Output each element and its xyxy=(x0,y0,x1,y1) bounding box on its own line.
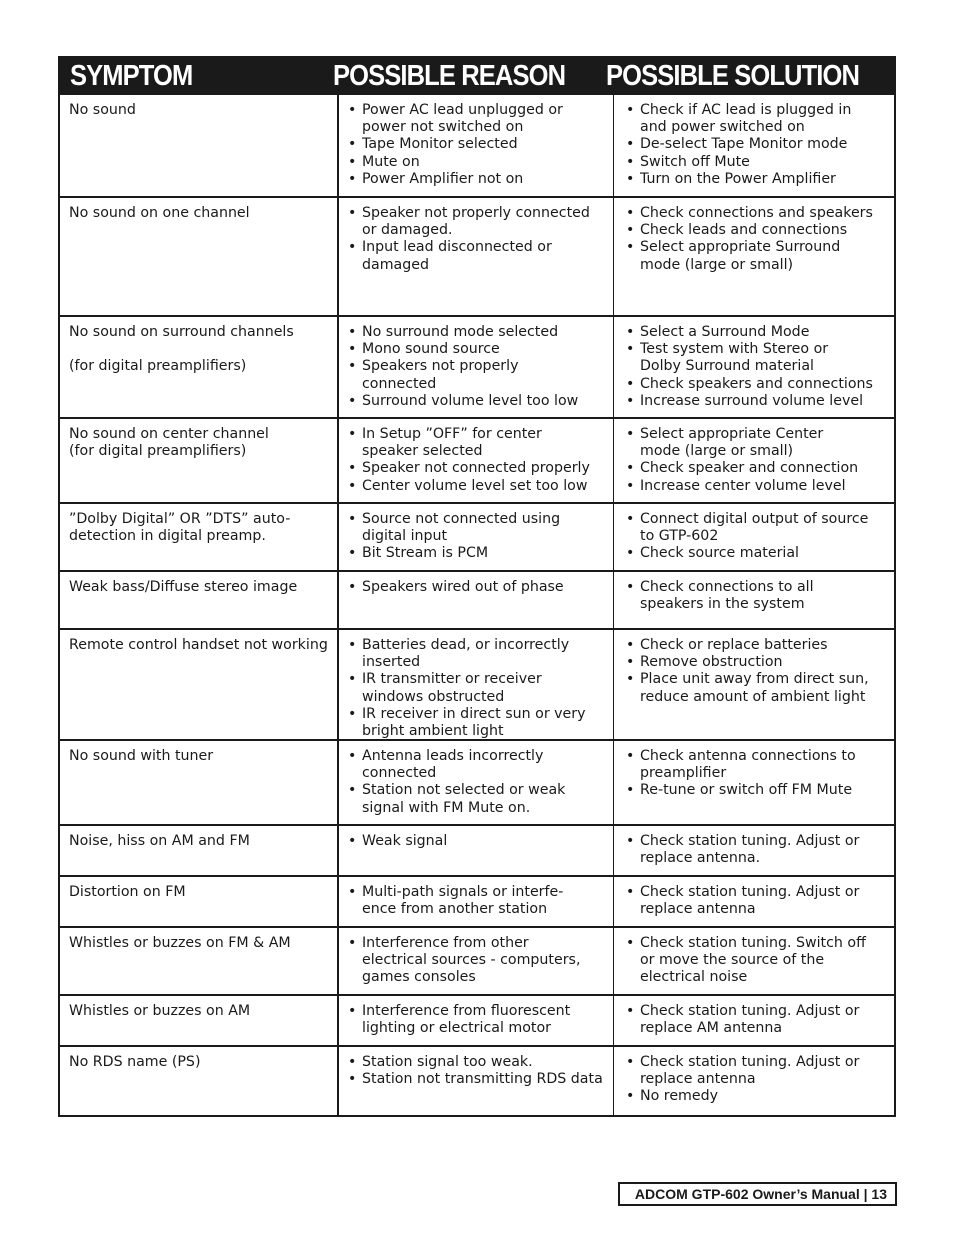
symptom-cell xyxy=(60,419,339,502)
reason-text: • Input lead disconnected or xyxy=(362,239,552,256)
reason-cell xyxy=(339,95,614,196)
reason-text: • No surround mode selected xyxy=(362,324,559,340)
solution-text: • Increase center volume level xyxy=(640,477,846,494)
solution-item xyxy=(626,833,888,867)
solution-text: or move the source of the xyxy=(640,952,825,969)
symptom-text: No sound on one channel xyxy=(69,205,250,221)
solution-item xyxy=(626,748,888,782)
reason-text: • Center volume level set too low xyxy=(362,477,588,494)
symptom-text: ”Dolby Digital” OR ”DTS” auto- xyxy=(69,511,291,527)
reason-text: connected xyxy=(362,765,437,782)
solution-item xyxy=(626,935,888,987)
symptom-text: No sound on center channel xyxy=(69,426,269,442)
table-row xyxy=(60,875,894,926)
solution-item xyxy=(626,1003,888,1037)
solution-item xyxy=(626,341,888,375)
solution-text: • Select a Surround Mode xyxy=(640,324,810,340)
solution-text: • Connect digital output of source xyxy=(640,511,869,527)
symptom-cell xyxy=(60,504,339,570)
solution-text: • Select appropriate Surround xyxy=(640,239,841,256)
solution-item xyxy=(626,1054,888,1088)
symptom-text: Noise, hiss on AM and FM xyxy=(69,833,250,849)
symptom-cell xyxy=(60,741,339,824)
symptom-cell xyxy=(60,317,339,417)
reason-text: lighting or electrical motor xyxy=(362,1020,551,1037)
solution-text: • Check station tuning. Adjust or xyxy=(640,884,860,900)
solution-item xyxy=(626,782,888,799)
table-row xyxy=(60,824,894,875)
reason-text: • Interference from other xyxy=(362,935,529,951)
solution-item xyxy=(626,136,888,153)
symptom-text: detection in digital preamp. xyxy=(69,528,266,545)
reason-cell xyxy=(339,630,614,739)
table-row xyxy=(60,417,894,502)
footer-text: ADCOM GTP-602 Owner’s Manual | 13 xyxy=(634,1186,887,1202)
reason-item xyxy=(348,935,607,987)
solution-text: reduce amount of ambient light xyxy=(640,688,866,705)
solution-item xyxy=(626,511,888,545)
solution-item xyxy=(626,460,888,477)
header-cell-reason xyxy=(325,58,597,95)
reason-text: games consoles xyxy=(362,969,476,986)
solution-item xyxy=(626,545,888,562)
reason-text: • Surround volume level too low xyxy=(362,392,579,409)
reason-text: connected xyxy=(362,375,437,392)
reason-text: • Antenna leads incorrectly xyxy=(362,748,544,764)
reason-item xyxy=(348,1054,607,1071)
table-row xyxy=(60,1045,894,1115)
reason-item xyxy=(348,579,607,596)
solution-text: replace antenna. xyxy=(640,850,761,867)
symptom-text: Whistles or buzzes on FM & AM xyxy=(69,935,291,951)
table-row xyxy=(60,502,894,570)
symptom-cell xyxy=(60,928,339,994)
solution-cell xyxy=(614,504,894,570)
header-symptom: SYMPTOM xyxy=(70,60,193,92)
symptom-text: No sound xyxy=(69,102,136,118)
reason-text: • IR receiver in direct sun or very xyxy=(362,705,586,722)
symptom-cell xyxy=(60,996,339,1045)
solution-item xyxy=(626,171,888,188)
solution-text: • Check leads and connections xyxy=(640,222,848,239)
reason-text: • Source not connected using xyxy=(362,511,561,527)
table-header xyxy=(60,58,894,95)
reason-item xyxy=(348,884,607,918)
solution-text: • Check station tuning. Adjust or xyxy=(640,1054,860,1070)
reason-text: windows obstructed xyxy=(362,688,505,705)
reason-text: • Station not selected or weak xyxy=(362,782,566,799)
reason-cell xyxy=(339,198,614,315)
reason-text: • Tape Monitor selected xyxy=(362,136,518,153)
reason-item xyxy=(348,671,607,705)
solution-text: • Check speakers and connections xyxy=(640,375,873,392)
solution-text: • Check source material xyxy=(640,545,799,562)
solution-cell xyxy=(614,419,894,502)
solution-text: Dolby Surround material xyxy=(640,358,814,375)
solution-text: • No remedy xyxy=(640,1088,719,1105)
reason-item xyxy=(348,426,607,460)
reason-text: • Station signal too weak. xyxy=(362,1054,533,1070)
solution-cell xyxy=(614,928,894,994)
solution-cell xyxy=(614,741,894,824)
reason-text: • Speaker not connected properly xyxy=(362,460,590,477)
reason-text: damaged xyxy=(362,256,429,273)
reason-cell xyxy=(339,504,614,570)
reason-cell xyxy=(339,419,614,502)
table-row xyxy=(60,570,894,628)
table-row xyxy=(60,994,894,1045)
symptom-text: Weak bass/Diffuse stereo image xyxy=(69,579,298,595)
reason-item xyxy=(348,637,607,671)
reason-text: bright ambient light xyxy=(362,723,504,740)
reason-item xyxy=(348,511,607,545)
solution-item xyxy=(626,239,888,273)
reason-text: • Bit Stream is PCM xyxy=(362,545,489,562)
solution-cell xyxy=(614,95,894,196)
solution-text: replace antenna xyxy=(640,901,756,918)
solution-item xyxy=(626,579,888,613)
reason-item xyxy=(348,136,607,153)
reason-cell xyxy=(339,996,614,1045)
solution-cell xyxy=(614,630,894,739)
solution-text: replace antenna xyxy=(640,1071,756,1088)
reason-item xyxy=(348,324,607,341)
reason-text: • Power Amplifier not on xyxy=(362,170,524,187)
reason-text: • Speaker not properly connected xyxy=(362,205,590,221)
table-body xyxy=(60,95,894,1115)
solution-text: preamplifier xyxy=(640,765,727,782)
solution-cell xyxy=(614,572,894,628)
solution-text: mode (large or small) xyxy=(640,443,794,460)
solution-text: • Remove obstruction xyxy=(640,654,783,671)
reason-text: electrical sources - computers, xyxy=(362,952,581,969)
table-row xyxy=(60,739,894,824)
solution-text: • Check connections to all xyxy=(640,579,814,595)
reason-text: power not switched on xyxy=(362,119,524,136)
reason-text: • Mute on xyxy=(362,153,420,170)
reason-text: digital input xyxy=(362,528,448,545)
reason-item xyxy=(348,478,607,495)
solution-item xyxy=(626,1088,888,1105)
reason-cell xyxy=(339,826,614,875)
reason-text: • IR transmitter or receiver xyxy=(362,671,542,688)
solution-item xyxy=(626,102,888,136)
solution-item xyxy=(626,222,888,239)
table-row xyxy=(60,95,894,196)
solution-text: • Test system with Stereo or xyxy=(640,341,829,358)
solution-cell xyxy=(614,198,894,315)
solution-item xyxy=(626,654,888,671)
reason-text: or damaged. xyxy=(362,222,453,239)
reason-item xyxy=(348,239,607,273)
solution-text: • Check station tuning. Switch off xyxy=(640,935,866,951)
reason-item xyxy=(348,1071,607,1088)
solution-text: • Check speaker and connection xyxy=(640,460,859,477)
page-footer xyxy=(618,1182,897,1206)
solution-text: • Place unit away from direct sun, xyxy=(640,671,869,688)
reason-item xyxy=(348,748,607,782)
symptom-text: Distortion on FM xyxy=(69,884,186,900)
solution-item xyxy=(626,637,888,654)
reason-item xyxy=(348,782,607,816)
header-cell-symptom xyxy=(60,58,325,95)
solution-item xyxy=(626,154,888,171)
solution-cell xyxy=(614,1047,894,1115)
table-row xyxy=(60,315,894,417)
reason-text: • Speakers wired out of phase xyxy=(362,579,564,595)
reason-text: inserted xyxy=(362,654,421,671)
symptom-text: No sound with tuner xyxy=(69,748,214,764)
solution-item xyxy=(626,324,888,341)
solution-text: mode (large or small) xyxy=(640,256,794,273)
reason-text: • Weak signal xyxy=(362,833,448,849)
reason-text: • Batteries dead, or incorrectly xyxy=(362,637,570,653)
header-possible-solution: POSSIBLE SOLUTION xyxy=(606,60,860,92)
solution-text: • Check or replace batteries xyxy=(640,637,828,653)
solution-item xyxy=(626,393,888,410)
solution-text: • Check if AC lead is plugged in xyxy=(640,102,852,118)
reason-text: • Multi-path signals or interfe- xyxy=(362,884,564,900)
reason-text: ence from another station xyxy=(362,901,548,918)
reason-cell xyxy=(339,928,614,994)
solution-text: replace AM antenna xyxy=(640,1020,783,1037)
solution-item xyxy=(626,426,888,460)
solution-text: • Increase surround volume level xyxy=(640,392,864,409)
solution-text: • De-select Tape Monitor mode xyxy=(640,136,848,153)
reason-item xyxy=(348,341,607,358)
solution-text: • Re-tune or switch off FM Mute xyxy=(640,782,853,799)
reason-text: • Speakers not properly xyxy=(362,358,519,375)
reason-cell xyxy=(339,317,614,417)
symptom-cell xyxy=(60,95,339,196)
reason-text: • Station not transmitting RDS data xyxy=(362,1071,603,1088)
solution-text: electrical noise xyxy=(640,969,748,986)
solution-text: • Check connections and speakers xyxy=(640,205,873,221)
solution-cell xyxy=(614,877,894,926)
reason-item xyxy=(348,833,607,850)
solution-item xyxy=(626,671,888,705)
symptom-text: (for digital preamplifiers) xyxy=(69,358,247,375)
reason-cell xyxy=(339,572,614,628)
symptom-text: No sound on surround channels xyxy=(69,324,294,340)
reason-cell xyxy=(339,741,614,824)
solution-cell xyxy=(614,317,894,417)
symptom-cell xyxy=(60,572,339,628)
reason-text: signal with FM Mute on. xyxy=(362,799,531,816)
reason-text: • Interference from fluorescent xyxy=(362,1003,571,1019)
solution-text: • Switch off Mute xyxy=(640,153,750,170)
reason-item xyxy=(348,393,607,410)
symptom-cell xyxy=(60,826,339,875)
spacer xyxy=(69,341,331,358)
solution-cell xyxy=(614,996,894,1045)
symptom-text: No RDS name (PS) xyxy=(69,1054,201,1070)
solution-item xyxy=(626,376,888,393)
reason-text: • Mono sound source xyxy=(362,341,500,358)
symptom-cell xyxy=(60,198,339,315)
reason-item xyxy=(348,102,607,136)
solution-text: • Select appropriate Center xyxy=(640,426,824,442)
solution-text: • Check station tuning. Adjust or xyxy=(640,833,860,849)
symptom-text: Remote control handset not working xyxy=(69,637,328,653)
solution-cell xyxy=(614,826,894,875)
symptom-cell xyxy=(60,877,339,926)
symptom-cell xyxy=(60,1047,339,1115)
solution-text: to GTP-602 xyxy=(640,528,719,545)
reason-item xyxy=(348,205,607,239)
troubleshooting-table xyxy=(58,56,896,1117)
reason-cell xyxy=(339,877,614,926)
solution-item xyxy=(626,478,888,495)
table-row xyxy=(60,628,894,739)
reason-text: • In Setup ”OFF” for center xyxy=(362,426,542,442)
header-possible-reason: POSSIBLE REASON xyxy=(332,60,565,92)
solution-text: and power switched on xyxy=(640,119,805,136)
reason-item xyxy=(348,171,607,188)
reason-item xyxy=(348,1003,607,1037)
reason-item xyxy=(348,545,607,562)
symptom-text: Whistles or buzzes on AM xyxy=(69,1003,251,1019)
table-row xyxy=(60,926,894,994)
solution-item xyxy=(626,205,888,222)
solution-text: speakers in the system xyxy=(640,596,805,613)
reason-cell xyxy=(339,1047,614,1115)
header-cell-solution xyxy=(596,58,894,95)
reason-item xyxy=(348,706,607,740)
solution-text: • Turn on the Power Amplifier xyxy=(640,170,836,187)
reason-text: • Power AC lead unplugged or xyxy=(362,102,563,118)
symptom-cell xyxy=(60,630,339,739)
reason-item xyxy=(348,154,607,171)
solution-text: • Check station tuning. Adjust or xyxy=(640,1003,860,1019)
solution-text: • Check antenna connections to xyxy=(640,748,856,764)
solution-item xyxy=(626,884,888,918)
reason-item xyxy=(348,460,607,477)
reason-text: speaker selected xyxy=(362,443,483,460)
reason-item xyxy=(348,358,607,392)
table-row xyxy=(60,196,894,315)
symptom-text: (for digital preamplifiers) xyxy=(69,443,247,460)
